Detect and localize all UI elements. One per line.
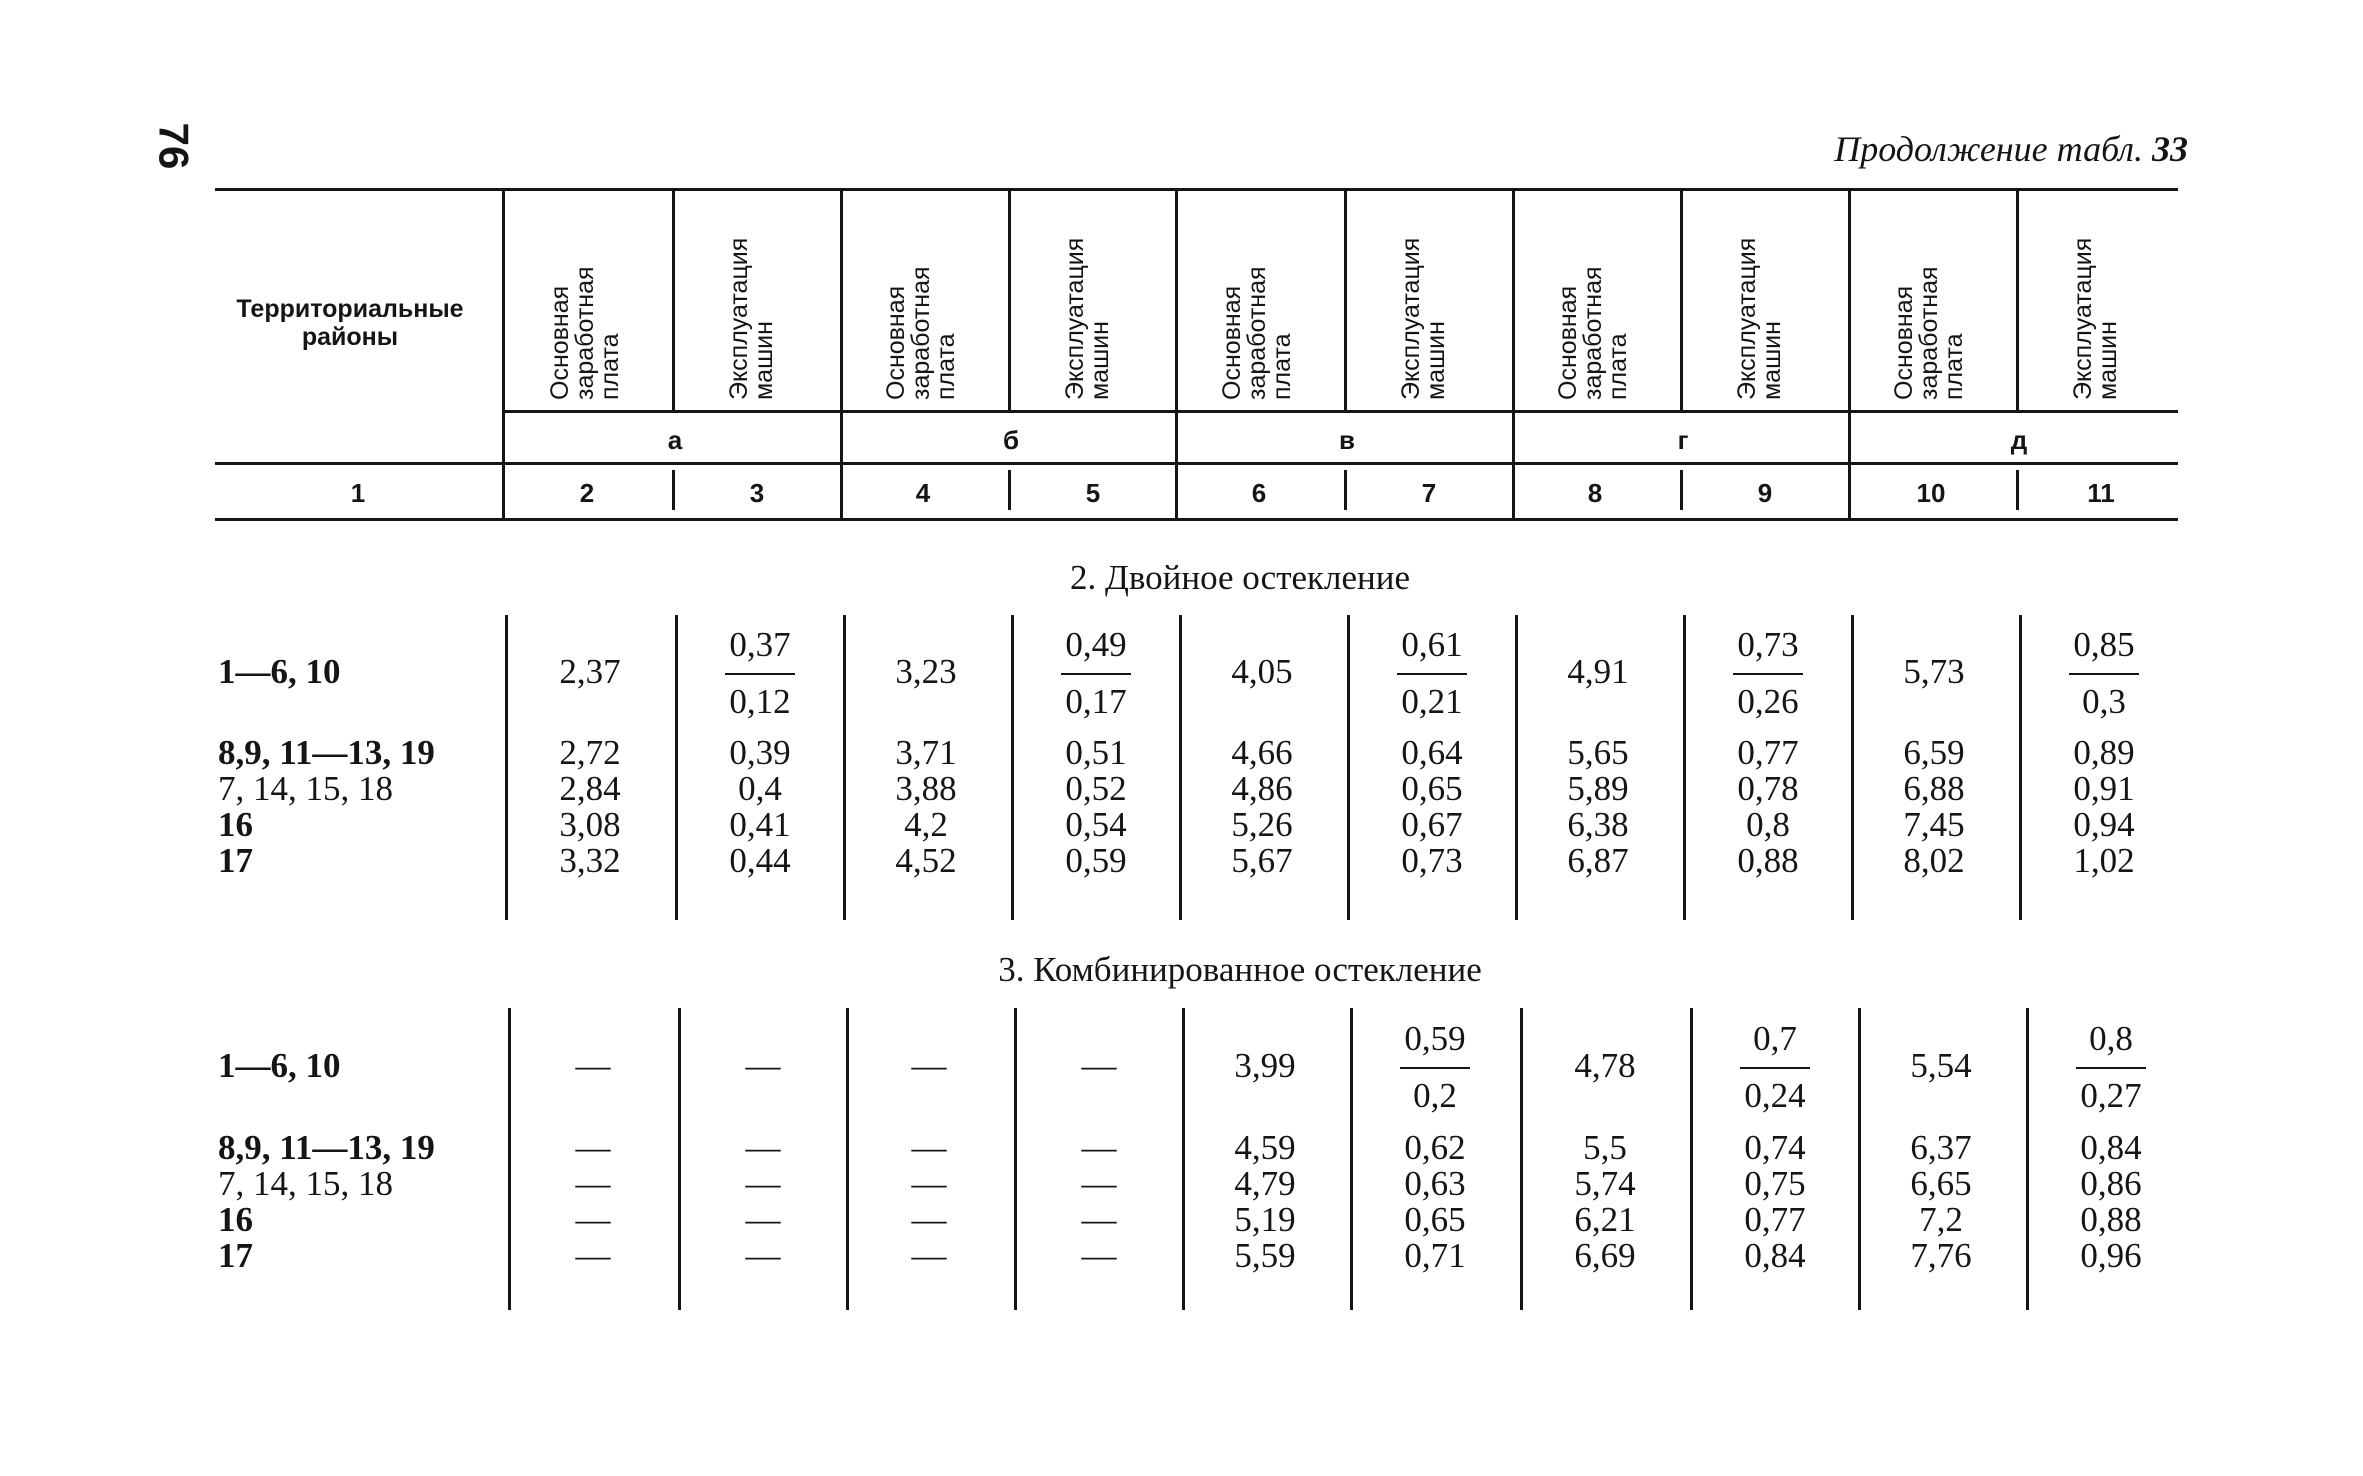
territory-header: Территориальные районы [236, 295, 464, 351]
table-cell: 6,59 [1903, 733, 1965, 772]
column-number: 2 [579, 478, 595, 508]
fraction-bar [2076, 1067, 2146, 1069]
region-label: 1—6, 10 [218, 652, 341, 691]
table-cell: 0,89 [2073, 733, 2135, 772]
table-cell: 0,88 [2080, 1200, 2142, 1239]
column-number: 5 [1085, 478, 1101, 508]
group-label: б [1002, 425, 1020, 455]
table-cell: 4,05 [1231, 652, 1293, 691]
header-subdivider [1008, 190, 1011, 410]
column-number: 10 [1916, 478, 1946, 508]
group-label: д [2010, 425, 2028, 455]
body-divider [678, 1008, 681, 1310]
table-cell: 4,91 [1567, 652, 1629, 691]
page-number: 76 [150, 122, 198, 170]
fraction-numerator: 0,37 [729, 625, 791, 664]
table-cell: 4,79 [1234, 1164, 1296, 1203]
table-cell: 6,88 [1903, 769, 1965, 808]
table-cell: 5,59 [1234, 1236, 1296, 1275]
table-cell: 0,65 [1401, 769, 1463, 808]
table-cell: 0,59 [1065, 841, 1127, 880]
col-header-base-wage: Основная заработная плата [546, 266, 624, 400]
table-cell: 1,02 [2073, 841, 2135, 880]
table-cell: 0,62 [1404, 1128, 1466, 1167]
column-number: 9 [1757, 478, 1773, 508]
table-cell: 3,88 [895, 769, 957, 808]
fraction-cell [695, 625, 825, 722]
col-header-base-wage: Основная заработная плата [1890, 266, 1968, 400]
section-title: 2. Двойное остекление [1069, 558, 1411, 597]
fraction-cell [2046, 1019, 2176, 1116]
table-cell: 4,86 [1231, 769, 1293, 808]
table-cell: 8,02 [1903, 841, 1965, 880]
table-cell: 0,96 [2080, 1236, 2142, 1275]
fraction-denominator: 0,21 [1401, 682, 1463, 721]
table-cell: — [745, 1046, 781, 1085]
table-cell: 5,19 [1234, 1200, 1296, 1239]
body-divider [675, 615, 678, 920]
body-divider [1683, 615, 1686, 920]
table-cell: — [575, 1200, 611, 1239]
body-divider [1350, 1008, 1353, 1310]
table-cell: 5,54 [1910, 1046, 1972, 1085]
table-cell: 6,38 [1567, 805, 1629, 844]
section-title: 3. Комбинированное остекление [998, 950, 1482, 989]
table-cell: 0,71 [1404, 1236, 1466, 1275]
fraction-denominator: 0,2 [1413, 1076, 1457, 1115]
table-cell: 0,84 [2080, 1128, 2142, 1167]
table-cell: — [745, 1236, 781, 1275]
header-subdivider [1680, 190, 1683, 410]
table-cell: 5,74 [1574, 1164, 1636, 1203]
table-cell: 0,64 [1401, 733, 1463, 772]
table-cell: 5,26 [1231, 805, 1293, 844]
column-number: 7 [1421, 478, 1437, 508]
colnum-divider [2016, 470, 2019, 510]
table-cell: 3,99 [1234, 1046, 1296, 1085]
fraction-cell [1370, 1019, 1500, 1116]
table-cell: 0,94 [2073, 805, 2135, 844]
fraction-cell [1031, 625, 1161, 722]
fraction-numerator: 0,49 [1065, 625, 1127, 664]
header-divider [1512, 190, 1515, 518]
column-number: 11 [2087, 478, 2115, 508]
table-cell: 0,88 [1737, 841, 1799, 880]
body-divider [1347, 615, 1350, 920]
table-cell: 6,69 [1574, 1236, 1636, 1275]
colnum-divider [1680, 470, 1683, 510]
body-divider [843, 615, 846, 920]
table-cell: 6,37 [1910, 1128, 1972, 1167]
region-label: 16 [218, 1200, 253, 1239]
continuation-label: Продолжение табл. [1834, 129, 2143, 169]
fraction-numerator: 0,61 [1401, 625, 1463, 664]
table-cell: 2,37 [559, 652, 621, 691]
fraction-cell [1710, 1019, 1840, 1116]
table-cell: 7,2 [1919, 1200, 1963, 1239]
region-label: 8,9, 11—13, 19 [218, 733, 435, 772]
table-cell: 0,77 [1737, 733, 1799, 772]
group-label: г [1677, 425, 1689, 455]
colnum-divider [1344, 470, 1347, 510]
table-cell: — [1081, 1128, 1117, 1167]
header-mid-rule [215, 462, 2178, 465]
body-divider [1182, 1008, 1185, 1310]
table-cell: 0,52 [1065, 769, 1127, 808]
body-divider [1690, 1008, 1693, 1310]
fraction-bar [1740, 1067, 1810, 1069]
fraction-denominator: 0,3 [2082, 682, 2126, 721]
col-header-base-wage: Основная заработная плата [882, 266, 960, 400]
fraction-bar [1400, 1067, 1470, 1069]
body-divider [2026, 1008, 2029, 1310]
region-label: 16 [218, 805, 253, 844]
column-number: 6 [1251, 478, 1267, 508]
table-cell: 4,2 [904, 805, 948, 844]
table-cell: 5,89 [1567, 769, 1629, 808]
region-label: 17 [218, 1236, 253, 1275]
table-continuation-caption [1834, 128, 2188, 170]
table-cell: 3,08 [559, 805, 621, 844]
fraction-denominator: 0,17 [1065, 682, 1127, 721]
table-cell: 6,65 [1910, 1164, 1972, 1203]
table-cell: — [911, 1236, 947, 1275]
table-cell: 3,71 [895, 733, 957, 772]
body-divider [1858, 1008, 1861, 1310]
table-cell: 2,72 [559, 733, 621, 772]
fraction-denominator: 0,27 [2080, 1076, 2142, 1115]
fraction-numerator: 0,8 [2089, 1019, 2133, 1058]
header-subdivider [2016, 190, 2019, 410]
body-divider [1179, 615, 1182, 920]
table-cell: 0,91 [2073, 769, 2135, 808]
table-cell: 7,76 [1910, 1236, 1972, 1275]
region-label: 7, 14, 15, 18 [218, 1164, 393, 1203]
header-divider [502, 190, 505, 518]
table-cell: — [911, 1128, 947, 1167]
table-cell: 0,84 [1744, 1236, 1806, 1275]
body-divider [1014, 1008, 1017, 1310]
column-number: 1 [350, 478, 366, 508]
body-divider [1515, 615, 1518, 920]
fraction-denominator: 0,24 [1744, 1076, 1806, 1115]
fraction-bar [1061, 673, 1131, 675]
table-cell: — [1081, 1046, 1117, 1085]
table-number: 33 [2152, 129, 2188, 169]
colnum-divider [1008, 470, 1011, 510]
table-cell: 7,45 [1903, 805, 1965, 844]
fraction-numerator: 0,85 [2073, 625, 2135, 664]
colnum-divider [672, 470, 675, 510]
col-header-machines: Эксплуатация машин [1397, 237, 1450, 400]
fraction-numerator: 0,59 [1404, 1019, 1466, 1058]
table-cell: — [911, 1200, 947, 1239]
table-cell: 0,63 [1404, 1164, 1466, 1203]
col-header-base-wage: Основная заработная плата [1554, 266, 1632, 400]
group-label: а [667, 425, 683, 455]
fraction-denominator: 0,12 [729, 682, 791, 721]
table-cell: — [575, 1164, 611, 1203]
header-divider [1848, 190, 1851, 518]
header-bottom-rule [215, 518, 2178, 521]
table-cell: 0,74 [1744, 1128, 1806, 1167]
table-cell: 5,65 [1567, 733, 1629, 772]
body-divider [508, 1008, 511, 1310]
table-cell: — [911, 1046, 947, 1085]
region-label: 1—6, 10 [218, 1046, 341, 1085]
region-label: 17 [218, 841, 253, 880]
table-cell: 6,21 [1574, 1200, 1636, 1239]
column-number: 3 [749, 478, 765, 508]
col-header-base-wage: Основная заработная плата [1218, 266, 1296, 400]
col-header-machines: Эксплуатация машин [1733, 237, 1786, 400]
table-cell: — [1081, 1236, 1117, 1275]
table-cell: 0,8 [1746, 805, 1790, 844]
fraction-cell [1367, 625, 1497, 722]
table-cell: — [1081, 1200, 1117, 1239]
group-label: в [1339, 425, 1355, 455]
table-cell: 4,52 [895, 841, 957, 880]
table-cell: 0,78 [1737, 769, 1799, 808]
header-subdivider [672, 190, 675, 410]
table-cell: — [745, 1128, 781, 1167]
table-cell: — [1081, 1164, 1117, 1203]
region-label: 8,9, 11—13, 19 [218, 1128, 435, 1167]
fraction-bar [1397, 673, 1467, 675]
region-label: 7, 14, 15, 18 [218, 769, 393, 808]
header-divider [840, 190, 843, 518]
table-cell: 0,44 [729, 841, 791, 880]
header-subdivider [1344, 190, 1347, 410]
body-divider [1851, 615, 1854, 920]
body-divider [505, 615, 508, 920]
body-divider [846, 1008, 849, 1310]
table-cell: 6,87 [1567, 841, 1629, 880]
table-cell: 3,32 [559, 841, 621, 880]
fraction-bar [1733, 673, 1803, 675]
table-cell: 5,5 [1583, 1128, 1627, 1167]
table-cell: 0,41 [729, 805, 791, 844]
col-header-machines: Эксплуатация машин [2069, 237, 2122, 400]
header-top-rule [215, 188, 2178, 191]
header-divider [1175, 190, 1178, 518]
table-cell: 0,86 [2080, 1164, 2142, 1203]
table-cell: 0,77 [1744, 1200, 1806, 1239]
table-cell: 0,75 [1744, 1164, 1806, 1203]
fraction-bar [2069, 673, 2139, 675]
table-cell: 3,23 [895, 652, 957, 691]
body-divider [1011, 615, 1014, 920]
table-cell: 0,51 [1065, 733, 1127, 772]
table-cell: 0,54 [1065, 805, 1127, 844]
table-cell: 5,67 [1231, 841, 1293, 880]
header-group-rule [505, 410, 2178, 413]
col-header-machines: Эксплуатация машин [725, 237, 778, 400]
fraction-bar [725, 673, 795, 675]
table-cell: — [745, 1200, 781, 1239]
fraction-cell [1703, 625, 1833, 722]
table-cell: — [911, 1164, 947, 1203]
table-cell: — [575, 1046, 611, 1085]
table-cell: 0,4 [738, 769, 782, 808]
table-cell: 0,39 [729, 733, 791, 772]
table-cell: 4,78 [1574, 1046, 1636, 1085]
body-divider [1520, 1008, 1523, 1310]
table-cell: 0,67 [1401, 805, 1463, 844]
col-header-machines: Эксплуатация машин [1061, 237, 1114, 400]
column-number: 8 [1587, 478, 1603, 508]
column-number: 4 [915, 478, 931, 508]
table-cell: 4,66 [1231, 733, 1293, 772]
fraction-cell [2039, 625, 2169, 722]
fraction-numerator: 0,7 [1753, 1019, 1797, 1058]
table-cell: — [745, 1164, 781, 1203]
table-cell: 0,65 [1404, 1200, 1466, 1239]
table-cell: 2,84 [559, 769, 621, 808]
fraction-denominator: 0,26 [1737, 682, 1799, 721]
body-divider [2019, 615, 2022, 920]
table-cell: 4,59 [1234, 1128, 1296, 1167]
fraction-numerator: 0,73 [1737, 625, 1799, 664]
table-cell: 5,73 [1903, 652, 1965, 691]
table-cell: 0,73 [1401, 841, 1463, 880]
table-cell: — [575, 1236, 611, 1275]
table-cell: — [575, 1128, 611, 1167]
